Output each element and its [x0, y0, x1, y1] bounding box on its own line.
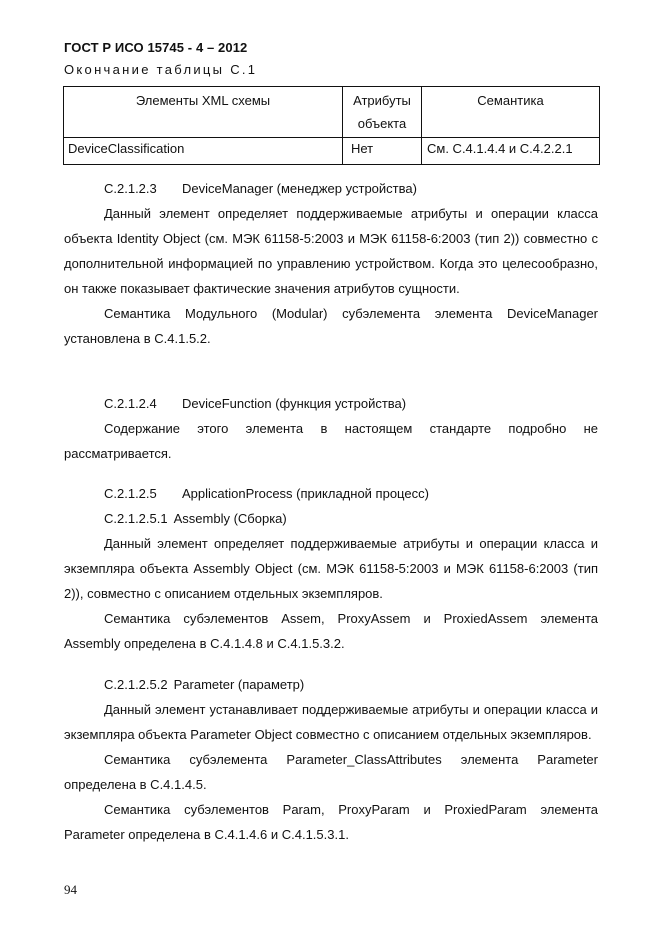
section-device-function	[64, 391, 598, 466]
section-device-manager	[64, 176, 598, 351]
section-title: Parameter (параметр)	[173, 677, 305, 692]
subsection-heading	[64, 672, 598, 697]
document-header: ГОСТ Р ИСО 15745 - 4 – 2012	[64, 40, 248, 55]
cell-attributes: Нет	[343, 138, 422, 165]
page-number: 94	[64, 882, 77, 897]
paragraph: Семантика Модульного (Modular) субэлемента элемента DeviceManager установлена в С.4.1.5.2.	[64, 306, 598, 346]
column-header-semantics: Семантика	[422, 87, 600, 138]
section-title: Assembly (Сборка)	[173, 511, 287, 526]
section-heading	[64, 391, 598, 416]
section-title: DeviceManager (менеджер устройства)	[182, 181, 417, 196]
table-row	[64, 138, 600, 165]
section-number: С.2.1.2.5.2	[104, 677, 168, 692]
section-title: DeviceFunction (функция устройства)	[182, 396, 407, 411]
section-heading	[64, 176, 598, 201]
paragraph: Данный элемент устанавливает поддерживаемые атрибуты и операции класса и экземпляра объекта Parameter Object совместно с описанием отдельных экземпляров.	[64, 702, 598, 742]
paragraph: Семантика субэлемента Parameter_ClassAttributes элемента Parameter определена в С.4.1.4.5.	[64, 752, 598, 792]
paragraph: Семантика субэлементов Assem, ProxyAssem и ProxiedAssem элемента Assembly определена в С.4.1.4.8 и С.4.1.5.3.2.	[64, 611, 598, 651]
column-header-elements: Элементы XML схемы	[64, 87, 343, 138]
paragraph: Данный элемент определяет поддерживаемые атрибуты и операции класса и экземпляра объекта Assembly Object (см. МЭК 61158-5:2003 и МЭК 61158-6:2003 (тип 2)), совместно с описанием отдельных экземпляров.	[64, 536, 598, 601]
column-header-attributes: Атрибуты объекта	[343, 87, 422, 138]
subsection-heading	[64, 506, 598, 531]
section-number: С.2.1.2.5.1	[104, 511, 168, 526]
section-heading	[64, 481, 598, 506]
paragraph: Семантика субэлементов Param, ProxyParam и ProxiedParam элемента Parameter определена в С.4.1.4.6 и С.4.1.5.3.1.	[64, 802, 598, 842]
section-number: С.2.1.2.4	[104, 396, 157, 411]
paragraph: Данный элемент определяет поддерживаемые атрибуты и операции класса объекта Identity Object (см. МЭК 61158-5:2003 и МЭК 61158-6:2003 (тип 2)) совместно с дополнительной информацией по управлению устройством. Когда это целесообразно, он также показывает фактические значения атрибутов сущности.	[64, 206, 598, 296]
section-title: ApplicationProcess (прикладной процесс)	[182, 486, 429, 501]
paragraph: Содержание этого элемента в настоящем стандарте подробно не рассматривается.	[64, 421, 598, 461]
table-caption: Окончание таблицы С.1	[64, 62, 258, 77]
table-header-row	[64, 87, 600, 138]
section-parameter	[64, 672, 598, 847]
cell-semantics: См. С.4.1.4.4 и С.4.2.2.1	[422, 138, 600, 165]
schema-table	[63, 86, 600, 165]
section-application-process	[64, 481, 598, 656]
section-number: С.2.1.2.3	[104, 181, 157, 196]
cell-element: DeviceClassification	[64, 138, 343, 165]
section-number: С.2.1.2.5	[104, 486, 157, 501]
